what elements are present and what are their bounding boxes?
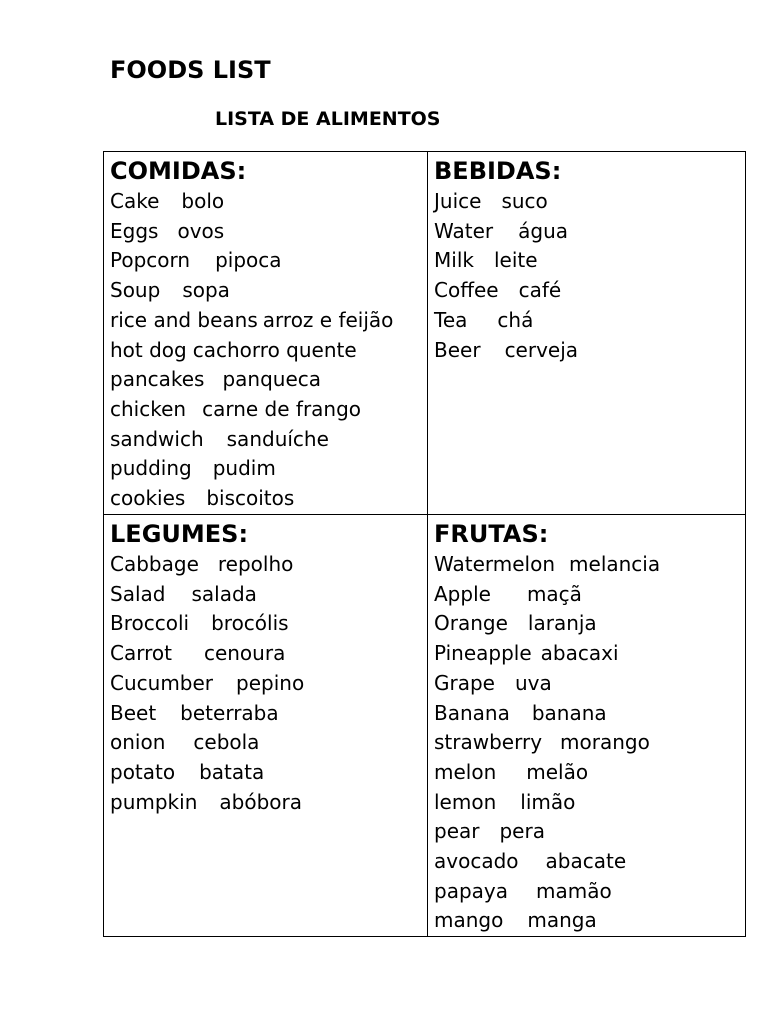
item-english: pumpkin [110,789,198,814]
item-portuguese: suco [501,189,548,213]
item-english: cookies [110,486,186,511]
item-portuguese: cachorro quente [192,337,357,362]
item-portuguese: mamão [536,878,612,903]
item-english: hot dog [110,337,187,362]
list-item [110,788,427,818]
item-portuguese: laranja [527,611,597,636]
item-english: Carrot [110,641,172,666]
item-english: Cake [110,189,160,213]
item-english: Eggs [110,218,159,243]
item-english: Beet [110,700,157,725]
item-english: pudding [110,456,192,481]
item-english: Broccoli [110,611,190,636]
item-english: Cucumber [110,670,214,695]
item-portuguese: melão [526,759,589,784]
item-english: Salad [110,581,166,606]
item-portuguese: salada [191,581,257,606]
item-portuguese: leite [493,248,538,273]
cell-bebidas [428,152,746,515]
list-item [434,276,745,306]
item-portuguese: carne de frango [202,396,362,421]
item-english: potato [110,759,176,784]
item-portuguese: ovos [177,218,225,243]
item-portuguese: uva [514,670,552,695]
table-row [104,152,746,515]
list-item [110,306,427,336]
item-english: onion [110,730,166,755]
list-item [434,699,745,729]
item-english: mango [434,908,504,933]
list-item [434,758,745,788]
item-english: Coffee [434,278,499,303]
list-item [434,847,745,877]
item-english: lemon [434,789,497,814]
item-list-comidas [110,187,427,514]
item-portuguese: abacate [545,849,627,874]
list-item [110,454,427,484]
list-item [110,580,427,610]
item-portuguese: cebola [193,730,260,755]
list-item [110,484,427,514]
list-item [434,728,745,758]
item-english: avocado [434,849,519,874]
item-portuguese: pera [499,819,545,844]
list-item [434,336,745,366]
list-item [110,758,427,788]
section-heading-legumes: LEGUMES: [110,520,249,548]
list-item [110,609,427,639]
list-item [434,580,745,610]
item-portuguese: panqueca [222,367,322,392]
list-item [434,187,745,217]
list-item [434,609,745,639]
item-list-legumes [110,550,427,817]
list-item [110,365,427,395]
item-english: chicken [110,396,187,421]
item-portuguese: pipoca [215,248,282,273]
list-item [434,639,745,669]
item-portuguese: maçã [526,581,582,606]
item-portuguese: limão [520,789,576,814]
item-english: Tea [434,307,468,332]
list-item [434,906,745,936]
section-heading-bebidas: BEBIDAS: [434,157,562,185]
item-english: Milk [434,248,474,273]
list-item [110,639,427,669]
item-english: melon [434,759,497,784]
list-item [434,306,745,336]
foods-table [103,151,746,937]
item-english: papaya [434,878,508,903]
item-portuguese: sopa [182,278,230,303]
item-english: Water [434,218,494,243]
list-item [434,550,745,580]
item-portuguese: melancia [569,552,661,576]
table-row [104,515,746,937]
item-english: rice and beans [110,307,258,332]
item-portuguese: pudim [212,456,276,481]
document-title: FOODS LIST [110,56,271,84]
item-portuguese: pepino [236,670,305,695]
list-item [110,276,427,306]
item-portuguese: bolo [181,189,225,213]
item-english: sandwich [110,426,204,451]
cell-frutas [428,515,746,937]
item-portuguese: sanduíche [226,426,329,451]
item-portuguese: brocólis [211,611,289,636]
document-subtitle: LISTA DE ALIMENTOS [215,108,441,130]
item-portuguese: abóbora [219,789,302,814]
item-english: pear [434,819,480,844]
list-item [110,187,427,217]
item-english: pancakes [110,367,205,392]
item-portuguese: cerveja [504,337,579,362]
cell-legumes [104,515,428,937]
list-item [110,728,427,758]
item-portuguese: repolho [217,552,294,576]
item-english: Pineapple [434,641,532,666]
item-portuguese: beterraba [180,700,279,725]
list-item [434,217,745,247]
list-item [110,336,427,366]
list-item [434,877,745,907]
list-item [434,817,745,847]
item-english: strawberry [434,730,543,755]
list-item [110,395,427,425]
item-list-bebidas [434,187,745,365]
item-portuguese: banana [531,700,607,725]
item-english: Juice [434,189,482,213]
item-english: Grape [434,670,495,695]
item-english: Watermelon [434,552,556,576]
item-portuguese: morango [560,730,650,755]
item-portuguese: arroz e feijão [262,307,394,332]
list-item [110,669,427,699]
section-heading-comidas: COMIDAS: [110,157,247,185]
item-english: Cabbage [110,552,199,576]
item-portuguese: café [518,278,562,303]
list-item [110,550,427,580]
list-item [110,217,427,247]
list-item [434,788,745,818]
list-item [110,425,427,455]
item-portuguese: batata [199,759,265,784]
item-portuguese: biscoitos [206,486,295,511]
item-portuguese: abacaxi [540,641,619,666]
item-english: Apple [434,581,491,606]
item-english: Popcorn [110,248,191,273]
list-item [434,246,745,276]
list-item [434,669,745,699]
cell-comidas [104,152,428,515]
item-portuguese: manga [527,908,597,933]
item-english: Soup [110,278,161,303]
list-item [110,699,427,729]
item-english: Banana [434,700,510,725]
item-portuguese: cenoura [203,641,286,666]
item-english: Beer [434,337,481,362]
item-list-frutas [434,550,745,936]
list-item [110,246,427,276]
item-portuguese: chá [497,307,534,332]
item-portuguese: água [518,218,569,243]
item-english: Orange [434,611,508,636]
section-heading-frutas: FRUTAS: [434,520,549,548]
